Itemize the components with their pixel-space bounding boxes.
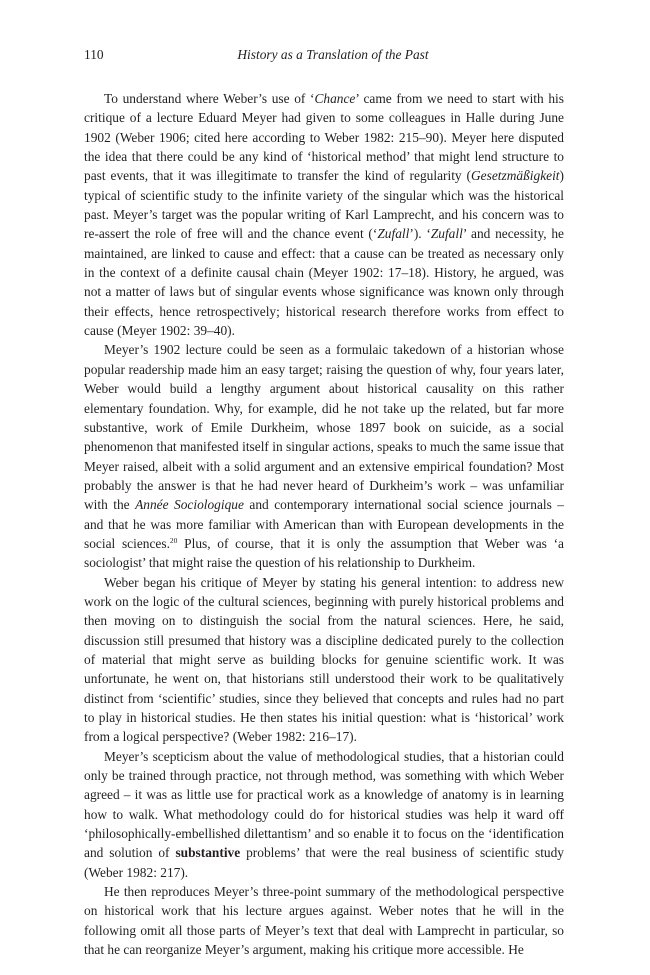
paragraph — [84, 882, 564, 959]
page-number: 110 — [84, 47, 104, 62]
text-run: Meyer’s scepticism about the value of methodological studies, that a historian could only be trained through practice, not through method, was something with which Weber agreed – it was as little use for practical work as a knowledge of anatomy is in learning how to walk. What methodology could do for historical studies was help it ward off ‘philosophically-embellished dilettantism’ and so enable it to focus on the ‘identification and solution of — [84, 748, 564, 861]
text-run: ) typical of scientific study to the infinite variety of the singular which was the historical past. Meyer’s target was the popular writing of Karl Lamprecht, and his concern was to re-assert the role of free will and the chance event (‘ — [84, 168, 564, 242]
paragraph — [84, 747, 564, 882]
paragraph — [84, 573, 564, 747]
text-run: Meyer’s 1902 lecture could be seen as a formulaic takedown of a historian whose popular readership made him an easy target; raising the question of why, four years later, Weber would build a lengthy argument about historical causality on this rather elementary foundation. Why, for example, did he not take up the related, but far more substantive, work of Emile Durkheim, whose 1897 book on suicide, as a social phenomenon that manifested itself in singular actions, speaks to much the same issue that Meyer raised, albeit with a solid argument and an extensive empirical foundation? Most probably the answer is that he had never heard of Durkheim’s work – was unfamiliar with the — [84, 342, 564, 513]
text-run: and contemporary international social science journals – and that he was more familiar with American than with European developments in the social sciences. — [84, 497, 564, 551]
text-run: Plus, of course, that it is only the assumption that Weber was ‘a sociologist’ that might raise the question of his relationship to Durkheim. — [84, 535, 564, 571]
body-text — [84, 89, 564, 959]
footnote-marker: 20 — [169, 535, 178, 545]
italic-text: Zufall — [377, 226, 410, 242]
page-header — [84, 45, 564, 65]
text-run: ’ and necessity, he maintained, are linked to cause and effect: that a cause can be treated as necessary only in the context of a definite causal chain (Meyer 1902: 17–18). History, he argued, was not a matter of laws but of singular events whose significance was known only through their effects, hence retrospectively; historical research therefore works from effect to cause (Meyer 1902: 39–40). — [84, 226, 564, 339]
text-run: Weber began his critique of Meyer by stating his general intention: to address new work on the logic of the cultural sciences, beginning with purely historical problems and then moving on to distinguish the social from the natural sciences. Here, he said, discussion still presumed that history was a discipline dedicated purely to the collection of material that might serve as building blocks for genuine scientific work. It was unfortunate, he went on, that historians still understood their work to be qualitatively distinct from ‘scientific’ studies, since they believed that concepts and rules had no part to play in historical studies. He then states his initial question: what is ‘historical’ work from a logical perspective? (Weber 1982: 216–17). — [84, 574, 564, 745]
italic-text: Zufall — [430, 226, 463, 242]
italic-text: Gesetzmäßigkeit — [471, 168, 560, 184]
paragraph — [84, 89, 564, 340]
paragraph — [84, 340, 564, 572]
text-run: ’). ‘ — [409, 226, 431, 242]
italic-text: Chance — [314, 91, 356, 106]
italic-text: Année Sociologique — [135, 497, 244, 513]
text-run: ’ came from we need to start with his critique of a lecture Eduard Meyer had given to some colleagues in Halle during June 1902 (Weber 1906; cited here according to Weber 1982: 215–90). Meyer here disputed the idea that there could be any kind of ‘historical method’ that might lend structure to past events, that it was illegitimate to transfer the kind of regularity ( — [84, 91, 564, 184]
text-run: He then reproduces Meyer’s three-point summary of the methodological perspective on historical work that his lecture argues against. Weber notes that he will in the following omit all those parts of Meyer’s text that deal with Lamprecht in particular, so that he can reorganize Meyer’s argument, making his critique more accessible. He — [84, 884, 564, 958]
text-run: To understand where Weber’s use of ‘ — [104, 91, 315, 106]
running-title: History as a Translation of the Past — [237, 47, 429, 62]
text-run: problems’ that were the real business of scientific study (Weber 1982: 217). — [84, 845, 564, 880]
bold-text: substantive — [175, 845, 241, 861]
